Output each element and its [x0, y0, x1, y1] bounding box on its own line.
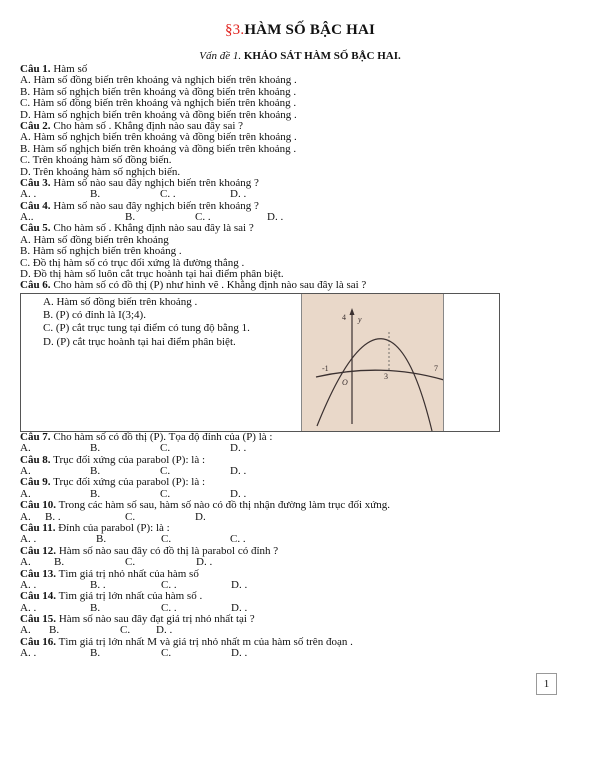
- question-6: [20, 280, 580, 291]
- options-cell: [43, 296, 250, 349]
- option-c: C.: [160, 442, 171, 455]
- question-text: Tìm giá trị lớn nhất M và giá trị nhỏ nhất m của hàm số trên đoạn .: [58, 635, 353, 648]
- option-d: D. .: [231, 578, 248, 591]
- option: D. Trên khoảng hàm số nghịch biến.: [20, 165, 181, 178]
- section-mark: §3.: [224, 22, 245, 38]
- question-list: [20, 64, 580, 660]
- option-a: A.: [20, 510, 31, 523]
- question-label: Câu 14.: [20, 590, 57, 603]
- option-c: C. .: [161, 601, 177, 614]
- option-c: C.: [125, 510, 136, 523]
- question-text: Trục đối xứng của parabol (P): là :: [53, 476, 206, 489]
- option-d: D. .: [267, 211, 284, 224]
- options-row: [20, 189, 580, 200]
- option-b: B.: [49, 624, 60, 637]
- question-label: Câu 15.: [20, 613, 57, 626]
- option: C. Hàm số đồng biến trên khoảng và nghịch biến trên khoảng .: [20, 97, 297, 110]
- option-b: B.: [90, 601, 101, 614]
- parabola-graph: [302, 294, 443, 431]
- x-tick-label: -1: [322, 363, 329, 373]
- question-14: [20, 591, 580, 602]
- option-a: A. .: [20, 601, 37, 614]
- option-a: A. .: [20, 647, 37, 660]
- question-3: [20, 178, 580, 189]
- option: B. Hàm số nghịch biến trên khoảng và đồng biến trên khoảng .: [20, 142, 297, 155]
- option-a: A. .: [20, 578, 37, 591]
- options-row: [20, 534, 580, 545]
- option-c: C.: [125, 556, 136, 569]
- question-label: Câu 10.: [20, 499, 57, 512]
- parabola-figure: [301, 294, 444, 431]
- option-c: C. .: [195, 211, 211, 224]
- option-b: B.: [90, 464, 101, 477]
- option-b: B.: [54, 556, 65, 569]
- option: A. Hàm số nghịch biến trên khoảng và đồng biến trên khoảng .: [20, 131, 297, 144]
- question-text: Hàm số nào sau đây nghịch biến trên khoảng ?: [53, 176, 259, 189]
- option-c: C. .: [160, 188, 176, 201]
- option: C. Trên khoảng hàm số đồng biến.: [20, 154, 172, 167]
- question-text: Hàm số: [53, 63, 88, 75]
- options-row: [20, 466, 580, 477]
- option-a: A.: [20, 556, 31, 569]
- page-number: 1: [536, 673, 557, 695]
- option: D. Đồ thị hàm số luôn cắt trục hoành tại hai điểm phân biệt.: [20, 268, 284, 281]
- option-b: B.: [90, 442, 101, 455]
- option-d: D.: [195, 510, 206, 523]
- option-c: C.: [161, 647, 172, 660]
- question-label: Câu 7.: [20, 430, 51, 443]
- question-15: [20, 614, 580, 625]
- option-d: D. .: [156, 624, 173, 637]
- question-label: Câu 9.: [20, 476, 51, 489]
- topic-title: KHẢO SÁT HÀM SỐ BẬC HAI.: [243, 50, 401, 62]
- question-label: Câu 8.: [20, 453, 51, 466]
- option: A. Hàm số đồng biến trên khoảng .: [43, 295, 198, 308]
- question-9: [20, 477, 580, 488]
- option-b: B.: [125, 211, 136, 224]
- options-row: [20, 489, 580, 500]
- option: B. (P) có đỉnh là I(3;4).: [43, 309, 146, 322]
- question-text: Trục đối xứng của parabol (P): là :: [53, 453, 206, 466]
- question-4: [20, 201, 580, 212]
- option-a: A. .: [20, 533, 37, 546]
- title-text: HÀM SỐ BẬC HAI: [244, 22, 376, 38]
- x-tick-label: 7: [434, 363, 438, 373]
- question-label: Câu 4.: [20, 199, 51, 212]
- question-text: Cho hàm số có đồ thị (P). Tọa độ đỉnh của (P) là :: [53, 430, 273, 443]
- question-label: Câu 16.: [20, 635, 57, 648]
- option-a: A.: [20, 624, 31, 637]
- question-12: [20, 546, 580, 557]
- option-b: B. .: [45, 510, 61, 523]
- question-text: Hàm số nào sau đây nghịch biến trên khoảng ?: [53, 199, 259, 212]
- question-text: Cho hàm số có đồ thị (P) như hình vẽ . Khẳng định nào sau đây là sai ?: [53, 279, 367, 292]
- question-text: Trong các hàm số sau, hàm số nào có đồ thị nhận đường làm trục đối xứng.: [58, 499, 391, 512]
- options-row: [20, 603, 580, 614]
- option-b: B. .: [90, 578, 106, 591]
- option-a: A.: [20, 487, 31, 500]
- option: C. (P) cắt trục tung tại điểm có tung độ bằng 1.: [43, 322, 250, 335]
- topic-label: Vấn đề 1.: [199, 50, 242, 62]
- option-b: B.: [96, 533, 107, 546]
- option-d: D. .: [230, 188, 247, 201]
- option: B. Hàm số nghịch biến trên khoảng .: [20, 245, 182, 258]
- topic-heading: [0, 50, 600, 62]
- option-d: D. .: [196, 556, 213, 569]
- question-text: Tìm giá trị nhỏ nhất của hàm số: [58, 567, 199, 580]
- option-c: C. .: [161, 578, 177, 591]
- option-d: D. .: [230, 442, 247, 455]
- option-b: B.: [90, 188, 101, 201]
- question-label: Câu 12.: [20, 544, 57, 557]
- option-a: A..: [20, 211, 34, 224]
- options-row: [20, 557, 580, 568]
- question-text: Hàm số nào sau đây có đồ thị là parabol có đỉnh ?: [58, 544, 279, 557]
- question-label: Câu 11.: [20, 521, 56, 534]
- y-axis-label: y: [358, 314, 362, 324]
- question-label: Câu 5.: [20, 222, 51, 235]
- question-10: [20, 500, 580, 511]
- option-a: A.: [20, 442, 31, 455]
- question-6-table: [20, 293, 500, 432]
- question-text: Hàm số nào sau đây đạt giá trị nhỏ nhất tại ?: [58, 613, 255, 626]
- option-c: C.: [161, 533, 172, 546]
- options-row: [20, 648, 580, 659]
- question-text: Đỉnh của parabol (P): là :: [58, 521, 170, 534]
- question-label: Câu 1.: [20, 63, 51, 75]
- question-7: [20, 432, 580, 443]
- option-c: C.: [120, 624, 131, 637]
- options-row: [20, 512, 580, 523]
- question-text: Cho hàm số . Khẳng định nào sau đây là sai ?: [53, 222, 254, 235]
- question-16: [20, 637, 580, 648]
- x-tick-label: 3: [384, 371, 388, 381]
- question-label: Câu 3.: [20, 176, 51, 189]
- options-row: [20, 580, 580, 591]
- option: B. Hàm số nghịch biến trên khoảng và đồng biến trên khoảng .: [20, 85, 297, 98]
- question-text: Cho hàm số . Khẳng định nào sau đây sai ?: [53, 119, 244, 132]
- option-d: D. .: [231, 647, 248, 660]
- option-c: C.: [160, 464, 171, 477]
- question-text: Tìm giá trị lớn nhất của hàm số .: [58, 590, 203, 603]
- page-title: [0, 22, 600, 39]
- origin-label: O: [342, 377, 348, 387]
- option-a: A. .: [20, 188, 37, 201]
- option: D. (P) cắt trục hoành tại hai điểm phân biệt.: [43, 335, 236, 348]
- option: C. Đồ thị hàm số có trục đối xứng là đường thẳng .: [20, 256, 245, 269]
- question-label: Câu 13.: [20, 567, 57, 580]
- option-c2: C. .: [230, 533, 246, 546]
- question-label: Câu 2.: [20, 119, 51, 132]
- option-d: D. .: [230, 487, 247, 500]
- question-label: Câu 6.: [20, 279, 51, 292]
- options-row: [20, 443, 580, 454]
- option: D. Hàm số nghịch biến trên khoảng và đồng biến trên khoảng .: [20, 108, 297, 121]
- option-c: C.: [160, 487, 171, 500]
- option-a: A.: [20, 464, 31, 477]
- options-row: [20, 625, 580, 636]
- option-b: B.: [90, 487, 101, 500]
- options-row: [20, 212, 580, 223]
- y-tick-label: 4: [342, 312, 346, 322]
- option-b: B.: [90, 647, 101, 660]
- option: A. Hàm số đồng biến trên khoảng và nghịch biến trên khoảng .: [20, 74, 297, 87]
- option-d: D. .: [230, 464, 247, 477]
- option: A. Hàm số đồng biến trên khoảng: [20, 233, 169, 246]
- question-8: [20, 455, 580, 466]
- option-d: D. .: [231, 601, 248, 614]
